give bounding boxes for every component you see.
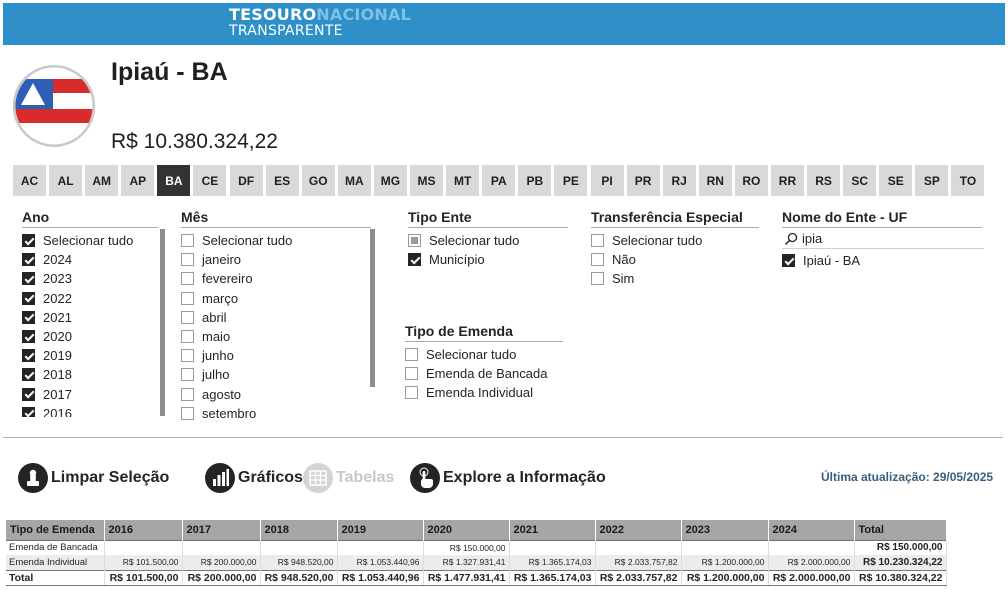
filter-option[interactable] <box>181 269 377 288</box>
filter-option[interactable] <box>181 346 377 365</box>
filter-option-label: Selecionar tudo <box>202 233 293 249</box>
uf-button-am[interactable]: AM <box>85 165 118 196</box>
checkbox[interactable] <box>591 253 604 266</box>
filter-transferencia <box>591 209 761 289</box>
filter-option-label: Não <box>612 252 636 268</box>
table-cell <box>768 540 854 555</box>
uf-button-to[interactable]: TO <box>951 165 984 196</box>
filter-option-label: março <box>202 290 239 306</box>
checkbox[interactable] <box>405 367 418 380</box>
uf-button-rj[interactable]: RJ <box>663 165 696 196</box>
column-header: 2024 <box>768 520 854 540</box>
filter-tipo-ente-title: Tipo Ente <box>408 209 568 228</box>
checkbox[interactable] <box>408 234 421 247</box>
filter-ano-scrollbar[interactable] <box>160 229 165 416</box>
tabelas-button[interactable] <box>303 463 394 493</box>
filter-option[interactable] <box>181 404 377 423</box>
filter-option[interactable] <box>22 327 162 346</box>
checkbox[interactable] <box>181 234 194 247</box>
uf-button-ap[interactable]: AP <box>121 165 154 196</box>
filter-nome-ente <box>782 209 984 270</box>
uf-button-sc[interactable]: SC <box>843 165 876 196</box>
checkbox[interactable] <box>22 368 35 381</box>
total-value: R$ 10.380.324,22 <box>111 130 278 153</box>
checkbox[interactable] <box>181 272 194 285</box>
filter-transferencia-list <box>591 231 761 289</box>
table-cell: R$ 2.000.000,00 <box>768 570 854 585</box>
column-header: 2021 <box>509 520 595 540</box>
filter-option-label: 2019 <box>43 348 72 364</box>
table-cell: R$ 1.200.000,00 <box>681 570 768 585</box>
nome-ente-search <box>782 229 984 249</box>
filter-mes-title: Mês <box>181 209 371 228</box>
filter-option[interactable] <box>782 251 984 270</box>
uf-button-ro[interactable]: RO <box>735 165 768 196</box>
table-cell: R$ 948.520,00 <box>260 570 337 585</box>
filter-option-label: Selecionar tudo <box>426 347 517 363</box>
filter-option[interactable] <box>181 365 377 384</box>
checkbox[interactable] <box>591 234 604 247</box>
table-cell <box>509 540 595 555</box>
filter-option[interactable] <box>181 385 377 404</box>
table-cell: R$ 101.500,00 <box>104 555 182 570</box>
row-label: Total <box>6 570 104 585</box>
checkbox[interactable] <box>181 253 194 266</box>
table-cell: R$ 1.365.174,03 <box>509 570 595 585</box>
uf-button-mt[interactable]: MT <box>446 165 479 196</box>
filter-option-label: 2020 <box>43 329 72 345</box>
checkbox[interactable] <box>22 292 35 305</box>
search-icon <box>784 232 798 246</box>
checkbox[interactable] <box>22 388 35 401</box>
filter-option[interactable] <box>405 364 565 383</box>
filter-ano <box>22 209 162 417</box>
filter-transferencia-title: Transferência Especial <box>591 209 759 228</box>
filter-ano-list <box>22 231 162 417</box>
column-header: Total <box>854 520 946 540</box>
uf-button-ce[interactable]: CE <box>193 165 226 196</box>
table-cell: R$ 1.477.931,41 <box>423 570 509 585</box>
filter-nome-ente-list <box>782 251 984 270</box>
checkbox[interactable] <box>22 349 35 362</box>
filter-tipo-ente-list <box>408 231 568 269</box>
filter-option-label: setembro <box>202 405 257 421</box>
filter-option-label: 2016 <box>43 405 72 417</box>
page-title: Ipiaú - BA <box>111 58 228 86</box>
checkbox[interactable] <box>181 388 194 401</box>
filter-option[interactable] <box>181 289 377 308</box>
row-label: Emenda Individual <box>6 555 104 570</box>
table-row <box>6 540 946 555</box>
filter-option[interactable] <box>22 308 162 327</box>
filter-option-label: Emenda de Bancada <box>426 366 548 382</box>
checkbox[interactable] <box>181 311 194 324</box>
table-cell: R$ 2.000.000,00 <box>768 555 854 570</box>
hand-pointer-icon <box>410 463 440 493</box>
tabelas-label: Tabelas <box>336 469 395 486</box>
explore-informacao-button[interactable] <box>410 463 606 493</box>
table-cell: R$ 1.327.931,41 <box>423 555 509 570</box>
graficos-button[interactable] <box>205 463 303 493</box>
table-cell: R$ 150.000,00 <box>854 540 946 555</box>
filter-option-label: Selecionar tudo <box>43 233 134 249</box>
filter-option-label: fevereiro <box>202 271 253 287</box>
filter-option-label: 2023 <box>43 271 72 287</box>
table-cell: R$ 1.365.174,03 <box>509 555 595 570</box>
checkbox[interactable] <box>22 234 35 247</box>
table-cell: R$ 10.380.324,22 <box>854 570 946 585</box>
filter-option[interactable] <box>408 250 568 269</box>
filter-option-label: 2017 <box>43 386 72 402</box>
uf-button-sp[interactable]: SP <box>915 165 948 196</box>
table-cell <box>681 540 768 555</box>
uf-button-es[interactable]: ES <box>266 165 299 196</box>
filter-option-label: maio <box>202 329 231 345</box>
filter-option-label: 2021 <box>43 309 72 325</box>
checkbox[interactable] <box>22 407 35 417</box>
uf-button-pe[interactable]: PE <box>554 165 587 196</box>
table-cell: R$ 1.053.440,96 <box>337 570 423 585</box>
table-body <box>6 540 946 585</box>
emendas-table <box>6 520 947 586</box>
filter-option[interactable] <box>22 250 162 269</box>
column-header: 2016 <box>104 520 182 540</box>
uf-button-row <box>13 165 984 196</box>
limpar-selecao-button[interactable] <box>18 463 169 493</box>
checkbox[interactable] <box>22 311 35 324</box>
uf-button-df[interactable]: DF <box>230 165 263 196</box>
filter-option-label: Sim <box>612 271 635 287</box>
eraser-icon <box>18 463 48 493</box>
table-cell: R$ 150.000,00 <box>423 540 509 555</box>
uf-button-ba[interactable]: BA <box>157 165 190 196</box>
column-header: 2019 <box>337 520 423 540</box>
filter-option[interactable] <box>22 231 162 250</box>
search-input[interactable] <box>802 231 962 246</box>
filter-option[interactable] <box>591 250 761 269</box>
column-header: 2020 <box>423 520 509 540</box>
last-updated: Última atualização: 29/05/2025 <box>821 470 994 484</box>
uf-button-al[interactable]: AL <box>49 165 82 196</box>
checkbox[interactable] <box>181 292 194 305</box>
uf-button-go[interactable]: GO <box>302 165 335 196</box>
filter-ano-title: Ano <box>22 209 158 228</box>
column-header: 2023 <box>681 520 768 540</box>
filter-option-label: janeiro <box>202 252 242 268</box>
filter-option-label: agosto <box>202 386 242 402</box>
explore-informacao-label: Explore a Informação <box>443 469 606 486</box>
table-cell: R$ 2.033.757,82 <box>595 570 681 585</box>
filter-mes-scrollbar[interactable] <box>370 229 375 387</box>
filter-tipo-emenda-list <box>405 345 565 403</box>
section-divider <box>3 437 1003 438</box>
checkbox[interactable] <box>181 368 194 381</box>
uf-button-ac[interactable]: AC <box>13 165 46 196</box>
uf-button-ma[interactable]: MA <box>338 165 371 196</box>
column-header: Tipo de Emenda <box>6 520 104 540</box>
filter-option-label: Ipiaú - BA <box>803 253 861 269</box>
checkbox[interactable] <box>22 253 35 266</box>
filter-tipo-ente <box>408 209 568 269</box>
table-cell: R$ 200.000,00 <box>182 555 260 570</box>
filter-mes-list <box>181 231 377 423</box>
uf-button-se[interactable]: SE <box>879 165 912 196</box>
table-cell <box>337 540 423 555</box>
uf-button-pa[interactable]: PA <box>482 165 515 196</box>
checkbox[interactable] <box>181 349 194 362</box>
header-bar <box>3 3 1005 45</box>
filter-option[interactable] <box>22 289 162 308</box>
checkbox[interactable] <box>405 348 418 361</box>
filter-option-label: Selecionar tudo <box>612 233 703 249</box>
table-cell <box>182 540 260 555</box>
filter-option[interactable] <box>405 383 565 402</box>
logo-word-nacional: NACIONAL <box>316 5 411 24</box>
checkbox[interactable] <box>405 386 418 399</box>
filter-option[interactable] <box>408 231 568 250</box>
table-cell: R$ 101.500,00 <box>104 570 182 585</box>
table-cell: R$ 10.230.324,22 <box>854 555 946 570</box>
uf-button-pr[interactable]: PR <box>627 165 660 196</box>
logo-word-tesouro: TESOURO <box>229 5 317 24</box>
row-label: Emenda de Bancada <box>6 540 104 555</box>
filter-option[interactable] <box>591 231 761 250</box>
filter-mes <box>181 209 377 423</box>
filter-option[interactable] <box>22 365 162 384</box>
filter-nome-ente-title: Nome do Ente - UF <box>782 209 982 228</box>
table-total-row <box>6 570 946 585</box>
filter-option[interactable] <box>22 346 162 365</box>
filter-option[interactable] <box>181 250 377 269</box>
state-flag-icon <box>13 65 95 147</box>
bar-chart-icon <box>205 463 235 493</box>
table-cell <box>595 540 681 555</box>
column-header: 2022 <box>595 520 681 540</box>
graficos-label: Gráficos <box>238 469 303 486</box>
filter-option-label: 2024 <box>43 252 72 268</box>
checkbox[interactable] <box>782 254 795 267</box>
filter-option[interactable] <box>181 308 377 327</box>
uf-button-mg[interactable]: MG <box>374 165 407 196</box>
uf-button-rs[interactable]: RS <box>807 165 840 196</box>
filter-option-label: Emenda Individual <box>426 385 533 401</box>
filter-option[interactable] <box>591 269 761 288</box>
table-header-row <box>6 520 946 540</box>
filter-option[interactable] <box>22 269 162 288</box>
filter-option-label: julho <box>202 367 230 383</box>
checkbox[interactable] <box>591 272 604 285</box>
column-header: 2018 <box>260 520 337 540</box>
filter-option-label: Selecionar tudo <box>429 233 520 249</box>
limpar-selecao-label: Limpar Seleção <box>51 469 170 486</box>
filter-option-label: 2022 <box>43 290 72 306</box>
table-cell <box>260 540 337 555</box>
logo-word-transparente: TRANSPARENTE <box>229 23 343 39</box>
filter-tipo-emenda-title: Tipo de Emenda <box>405 323 563 342</box>
table-row <box>6 555 946 570</box>
table-cell: R$ 2.033.757,82 <box>595 555 681 570</box>
filter-option[interactable] <box>22 404 162 417</box>
table-cell: R$ 948.520,00 <box>260 555 337 570</box>
filter-option[interactable] <box>405 345 565 364</box>
filter-option[interactable] <box>22 385 162 404</box>
uf-button-ms[interactable]: MS <box>410 165 443 196</box>
checkbox[interactable] <box>408 253 421 266</box>
filter-option-label: junho <box>202 348 234 364</box>
checkbox[interactable] <box>181 330 194 343</box>
uf-button-rr[interactable]: RR <box>771 165 804 196</box>
uf-button-rn[interactable]: RN <box>699 165 732 196</box>
table-cell: R$ 200.000,00 <box>182 570 260 585</box>
checkbox[interactable] <box>181 407 194 420</box>
filter-option-label: 2018 <box>43 367 72 383</box>
table-cell: R$ 1.200.000,00 <box>681 555 768 570</box>
filter-option[interactable] <box>181 231 377 250</box>
filter-option-label: abril <box>202 309 227 325</box>
table-cell <box>104 540 182 555</box>
table-cell: R$ 1.053.440,96 <box>337 555 423 570</box>
uf-button-pi[interactable]: PI <box>591 165 624 196</box>
column-header: 2017 <box>182 520 260 540</box>
checkbox[interactable] <box>22 330 35 343</box>
checkbox[interactable] <box>22 272 35 285</box>
filter-option-label: Município <box>429 252 485 268</box>
uf-button-pb[interactable]: PB <box>518 165 551 196</box>
filter-option[interactable] <box>181 327 377 346</box>
table-icon <box>303 463 333 493</box>
tesouro-logo <box>229 7 411 38</box>
filter-tipo-emenda <box>405 323 565 403</box>
